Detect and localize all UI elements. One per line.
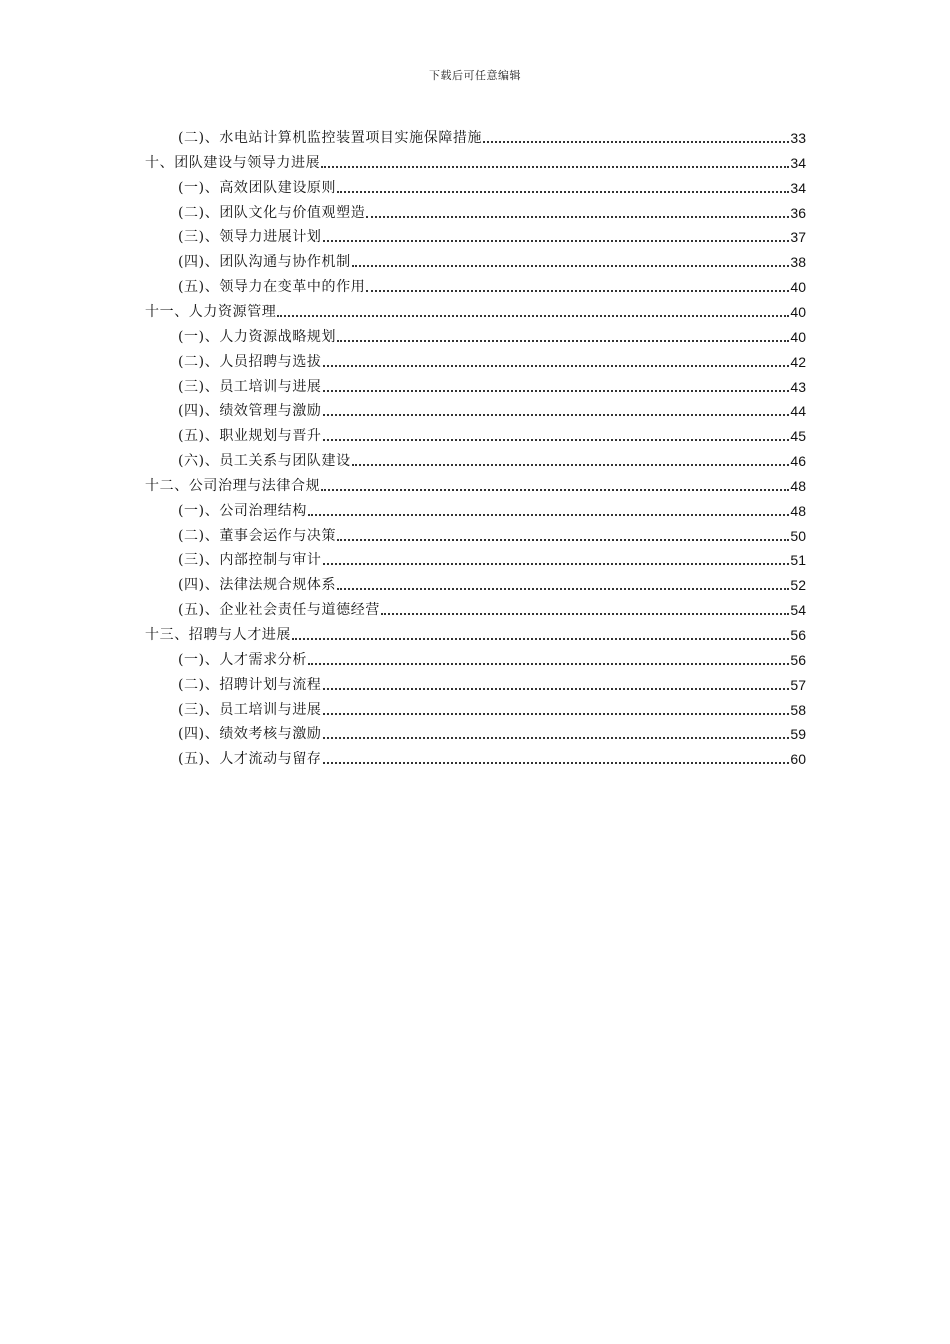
toc-section-entry[interactable]: [178, 523, 806, 545]
toc-section-entry[interactable]: [178, 498, 806, 520]
toc-page-number: 58: [790, 701, 806, 718]
toc-dot-leader: [323, 390, 790, 392]
toc-entry-title: (四)、绩效管理与激励: [178, 403, 322, 420]
toc-dot-leader: [323, 365, 790, 367]
toc-dot-leader: [323, 240, 790, 242]
toc-entry-title: (四)、绩效考核与激励: [178, 726, 322, 743]
toc-dot-leader: [323, 688, 790, 690]
toc-page-number: 40: [790, 303, 806, 320]
toc-page-number: 52: [790, 577, 806, 594]
toc-chapter-entry[interactable]: [145, 150, 806, 172]
toc-dot-leader: [292, 638, 789, 640]
toc-entry-title: 十二、公司治理与法律合规: [145, 477, 321, 494]
toc-page-number: 44: [790, 403, 806, 420]
toc-dot-leader: [323, 439, 790, 441]
toc-dot-leader: [323, 414, 790, 416]
toc-page-number: 42: [790, 353, 806, 370]
toc-page-number: 37: [790, 229, 806, 246]
toc-dot-leader: [337, 191, 789, 193]
toc-entry-title: (三)、内部控制与审计: [178, 552, 322, 569]
toc-section-entry[interactable]: [178, 547, 806, 569]
toc-section-entry[interactable]: [178, 697, 806, 719]
toc-dot-leader: [323, 563, 790, 565]
toc-dot-leader: [366, 216, 789, 218]
toc-chapter-entry[interactable]: [145, 299, 806, 321]
toc-dot-leader: [323, 713, 790, 715]
page-header: 下载后可任意编辑: [429, 69, 521, 82]
toc-entry-title: (一)、高效团队建设原则: [178, 179, 337, 196]
toc-entry-title: (五)、企业社会责任与道德经营: [178, 602, 380, 619]
toc-page-number: 57: [790, 676, 806, 693]
toc-section-entry[interactable]: [178, 249, 806, 271]
toc-dot-leader: [321, 489, 789, 491]
toc-entry-title: (五)、领导力在变革中的作用: [178, 279, 366, 296]
toc-section-entry[interactable]: [178, 423, 806, 445]
toc-page-number: 46: [790, 453, 806, 470]
toc-page-number: 50: [790, 527, 806, 544]
toc-dot-leader: [308, 514, 789, 516]
toc-dot-leader: [337, 588, 789, 590]
toc-dot-leader: [483, 141, 789, 143]
toc-dot-leader: [352, 265, 790, 267]
toc-dot-leader: [323, 737, 790, 739]
toc-section-entry[interactable]: [178, 349, 806, 371]
toc-entry-title: 十三、招聘与人才进展: [145, 627, 291, 643]
toc-section-entry[interactable]: [178, 721, 806, 743]
toc-section-entry[interactable]: [178, 647, 806, 669]
toc-dot-leader: [308, 663, 789, 665]
toc-dot-leader: [323, 762, 790, 764]
toc-section-entry[interactable]: [178, 746, 806, 768]
toc-section-entry[interactable]: [178, 398, 806, 420]
toc-dot-leader: [366, 290, 789, 292]
toc-page-number: 54: [790, 602, 806, 619]
toc-page-number: 43: [790, 378, 806, 395]
toc-page-number: 56: [790, 627, 806, 643]
toc-entry-title: (四)、法律法规合规体系: [178, 577, 337, 594]
toc-section-entry[interactable]: [178, 324, 806, 346]
toc-page-number: 56: [790, 651, 806, 668]
toc-section-entry[interactable]: [178, 175, 806, 197]
toc-chapter-entry[interactable]: [145, 473, 806, 495]
toc-page-number: 60: [790, 751, 806, 768]
toc-section-entry[interactable]: [178, 597, 806, 619]
toc-dot-leader: [352, 464, 790, 466]
toc-entry-title: (二)、董事会运作与决策: [178, 527, 337, 544]
toc-page-number: 40: [790, 279, 806, 296]
toc-entry-title: (一)、公司治理结构: [178, 502, 307, 519]
toc-page-number: 48: [790, 502, 806, 519]
toc-entry-title: (一)、人才需求分析: [178, 651, 307, 668]
toc-chapter-entry[interactable]: [145, 622, 806, 644]
toc-dot-leader: [277, 315, 789, 317]
toc-entry-title: (五)、职业规划与晋升: [178, 428, 322, 445]
toc-dot-leader: [337, 539, 789, 541]
toc-page-number: 36: [790, 204, 806, 221]
toc-entry-title: (三)、领导力进展计划: [178, 229, 322, 246]
toc-entry-title: (四)、团队沟通与协作机制: [178, 254, 351, 271]
toc-entry-title: (二)、水电站计算机监控装置项目实施保障措施: [178, 130, 483, 146]
toc-section-entry[interactable]: [178, 448, 806, 470]
toc-entry-title: (三)、员工培训与进展: [178, 378, 322, 395]
toc-dot-leader: [381, 613, 789, 615]
toc-entry-title: (一)、人力资源战略规划: [178, 328, 337, 345]
toc-page-number: 40: [790, 328, 806, 345]
toc-page-number: 34: [790, 179, 806, 196]
toc-section-entry[interactable]: [178, 572, 806, 594]
toc-page-number: 48: [790, 477, 806, 494]
toc-page-number: 34: [790, 154, 806, 171]
toc-page-number: 45: [790, 428, 806, 445]
toc-page-number: 33: [790, 130, 806, 146]
toc-page-number: 51: [790, 552, 806, 569]
toc-entry-title: 十一、人力资源管理: [145, 303, 277, 320]
toc-section-entry[interactable]: [178, 274, 806, 296]
toc-entry-title: 十、团队建设与领导力进展: [145, 154, 321, 171]
toc-page-number: 59: [790, 726, 806, 743]
toc-entry-title: (三)、员工培训与进展: [178, 701, 322, 718]
toc-section-entry[interactable]: [178, 224, 806, 246]
toc-section-entry[interactable]: [178, 125, 806, 147]
toc-section-entry[interactable]: [178, 672, 806, 694]
toc-entry-title: (六)、员工关系与团队建设: [178, 453, 351, 470]
toc-dot-leader: [321, 166, 789, 168]
toc-entry-title: (二)、招聘计划与流程: [178, 676, 322, 693]
toc-entry-title: (二)、人员招聘与选拔: [178, 353, 322, 370]
toc-section-entry[interactable]: [178, 200, 806, 222]
toc-dot-leader: [337, 340, 789, 342]
toc-entry-title: (二)、团队文化与价值观塑造: [178, 204, 366, 221]
toc-page-number: 38: [790, 254, 806, 271]
toc-entry-title: (五)、人才流动与留存: [178, 751, 322, 768]
toc-section-entry[interactable]: [178, 374, 806, 396]
